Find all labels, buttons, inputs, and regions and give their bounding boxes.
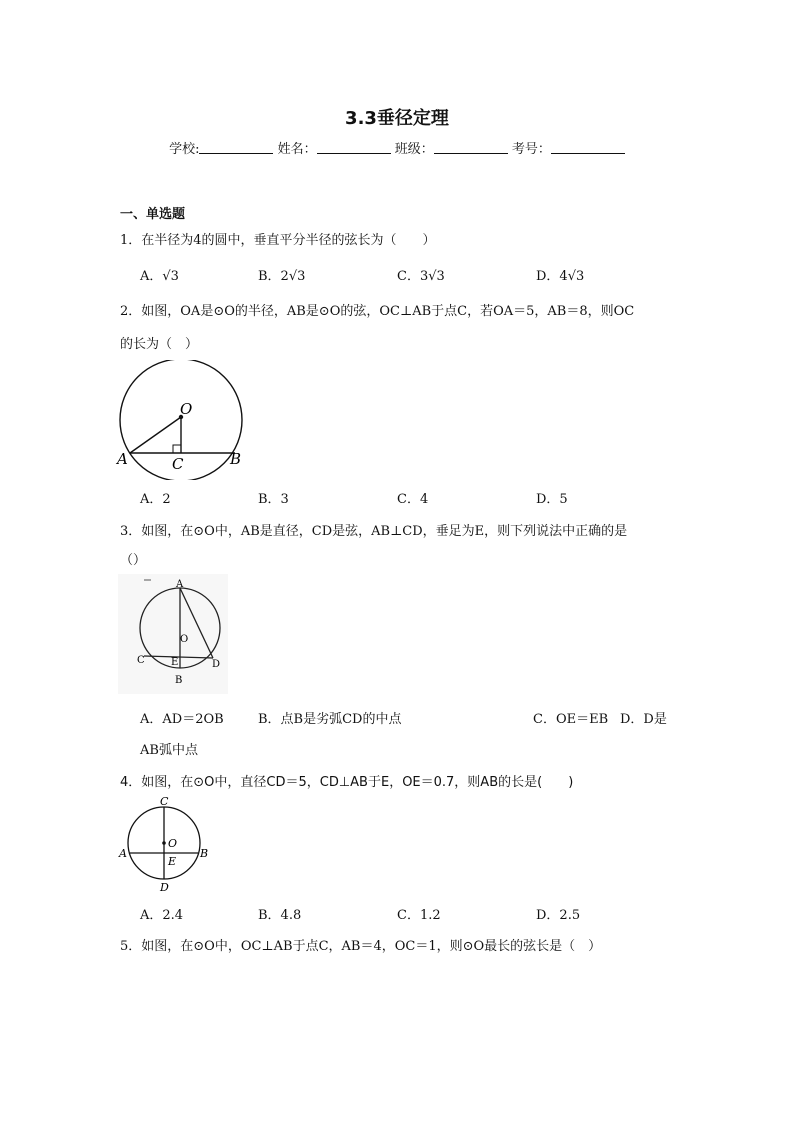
center-dot (162, 841, 166, 845)
name-blank[interactable] (317, 141, 391, 154)
label-d: D (212, 659, 221, 670)
school-label: 学校: (169, 142, 200, 157)
label-e: E (171, 657, 179, 668)
right-angle-mark (173, 445, 181, 453)
label-a: A (176, 579, 184, 590)
question-2-option-b: B．3 (258, 492, 289, 507)
question-4-option-b: B．4.8 (258, 908, 302, 923)
student-info-line (0, 138, 794, 157)
question-3-stem-line2: （） (120, 553, 147, 568)
label-c: C (160, 795, 169, 808)
question-4-option-a: A．2.4 (140, 908, 184, 923)
label-d: D (160, 881, 169, 894)
question-3-option-a: A．AD＝2OB (140, 712, 224, 727)
label-c: C (172, 455, 184, 473)
question-2-option-c: C．4 (397, 492, 429, 507)
question-1-option-c: C．3√3 (397, 269, 445, 284)
school-blank[interactable] (199, 141, 273, 154)
question-2-stem-line2: 的长为（ ） (120, 337, 199, 352)
label-o: O (180, 634, 189, 645)
label-o: O (180, 400, 193, 418)
question-4-stem: 4．如图，在⊙O中，直径CD＝5，CD⊥AB于E，OE＝0.7，则AB的长是( ) (120, 775, 574, 790)
class-label: 班级： (394, 142, 434, 157)
label-b: B (175, 675, 183, 686)
question-4-option-c: C．1.2 (397, 908, 441, 923)
label-c: C (137, 655, 145, 666)
label-b: B (200, 847, 209, 860)
question-1-option-b: B．2√3 (258, 269, 306, 284)
question-4-figure (114, 795, 214, 895)
question-2-option-a: A．2 (140, 492, 171, 507)
question-1-option-a: A．√3 (140, 269, 179, 284)
label-b: B (230, 450, 242, 468)
number-blank[interactable] (551, 141, 625, 154)
question-3-stem-line1: 3．如图，在⊙O中，AB是直径，CD是弦，AB⊥CD，垂足为E，则下列说法中正确的是 (120, 524, 628, 539)
question-3-option-d: D．D是 (620, 712, 667, 727)
label-a: A (119, 847, 127, 860)
figure-background (118, 574, 228, 694)
question-2-option-d: D．5 (536, 492, 568, 507)
question-2-figure (112, 360, 252, 480)
question-1-stem: 1．在半径为4的圆中，垂直平分半径的弦长为（ ） (120, 233, 436, 248)
class-blank[interactable] (434, 141, 508, 154)
page-title: 3.3垂径定理 (345, 108, 449, 129)
question-4-option-d: D．2.5 (536, 908, 581, 923)
question-5-stem: 5．如图，在⊙O中，OC⊥AB于点C，AB＝4，OC＝1，则⊙O最长的弦长是（ ） (120, 939, 602, 954)
question-3-option-d-continued: AB弧中点 (140, 743, 198, 758)
question-3-figure (118, 574, 228, 694)
section-heading: 一、单选题 (120, 207, 186, 222)
question-3-option-b: B．点B是劣弧CD的中点 (258, 712, 402, 727)
question-3-option-c: C．OE＝EB (533, 712, 609, 727)
label-e: E (168, 855, 177, 868)
label-a: A (117, 450, 128, 468)
label-o: O (168, 837, 178, 850)
name-label: 姓名： (277, 142, 317, 157)
question-1-option-d: D．4√3 (536, 269, 585, 284)
number-label: 考号： (511, 142, 551, 157)
question-2-stem-line1: 2．如图，OA是⊙O的半径，AB是⊙O的弦，OC⊥AB于点C，若OA＝5，AB＝8，则OC (120, 304, 635, 319)
